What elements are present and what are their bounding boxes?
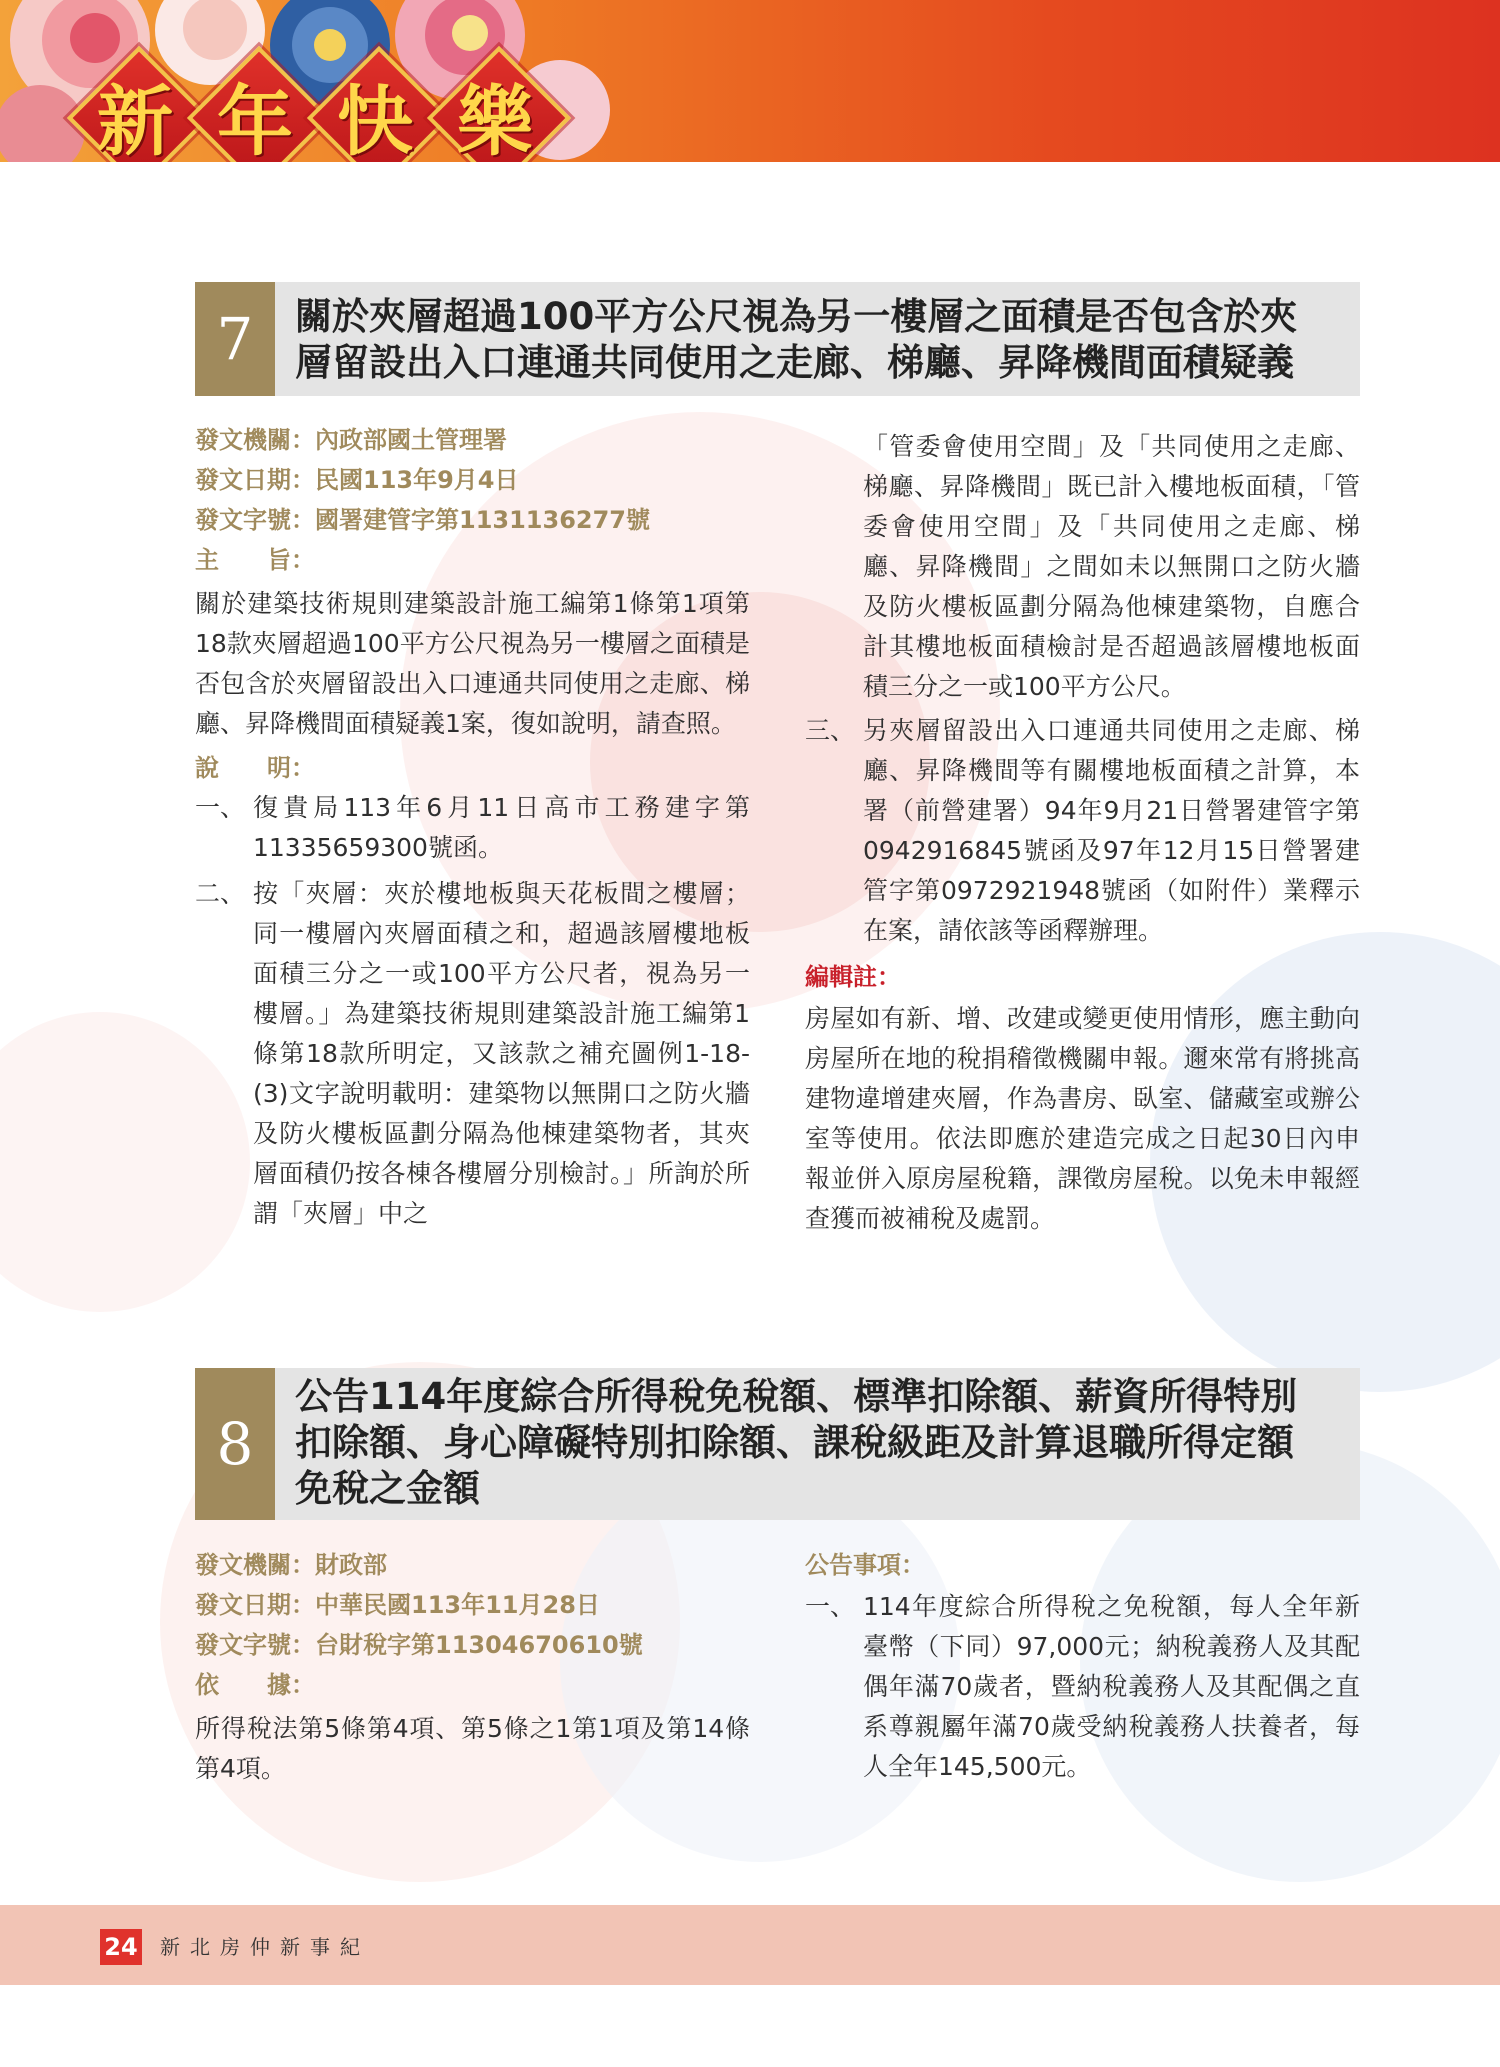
document-number: 發文字號：國署建管字第1131136277號: [195, 506, 650, 534]
section-8-title: 公告114年度綜合所得稅免稅額、標準扣除額、薪資所得特別 扣除額、身心障礙特別扣除額、課稅級距及計算退職所得定額 免稅之金額: [295, 1375, 1298, 1510]
notice-item-1: 一、 114年度綜合所得稅之免稅額，每人全年新臺幣（下同）97,000元；納稅義務人及其配偶年滿70歲者，暨納稅義務人及其配偶之直系尊親屬年滿70歲受納稅義務人扶養者，每人全年145,500元。: [805, 1592, 1360, 1781]
section-8-right-column: [805, 1545, 1360, 1787]
explanation-item-2: 二、 按「夾層：夾於樓地板與天花板間之樓層；同一樓層內夾層面積之和，超過該層樓地板面積三分之一或100平方公尺者，視為另一樓層。」為建築技術規則建築設計施工編第1條第18款所明定，又該款之補充圖例1-18-(3)文字說明載明：建築物以無開口之防火牆及防火樓板區劃分隔為他棟建築物者，其夾層面積仍按各棟各樓層分別檢討。」所詢於所謂「夾層」中之: [195, 879, 750, 1228]
editor-note-label: 編輯註：: [805, 963, 901, 991]
banner-char-4: 樂: [457, 77, 533, 162]
explanation-item-3: 三、 另夾層留設出入口連通共同使用之走廊、梯廳、昇降機間等有關樓地板面積之計算，本署（前營建署）94年9月21日營署建管字第0942916845號函及97年12月15日營署建管字第0972921948號函（如附件）業釋示在案，請依該等函釋辦理。: [805, 716, 1360, 945]
explanation-item-1: 一、 復貴局113年6月11日高市工務建字第11335659300號函。: [195, 793, 750, 862]
notice-label: 公告事項：: [805, 1551, 925, 1579]
basis-label: 依 據：: [195, 1671, 315, 1699]
issuing-agency: 發文機關：內政部國土管理署: [195, 426, 507, 454]
publication-title: 新北房仲新事紀: [160, 1935, 370, 1959]
section-7-right-column: [805, 427, 1360, 1239]
explanation-label: 說 明：: [195, 754, 315, 782]
issue-date-8: 發文日期：中華民國113年11月28日: [195, 1591, 600, 1619]
section-8-left-column: [195, 1545, 750, 1789]
banner-char-2: 年: [217, 77, 293, 162]
issue-date: 發文日期：民國113年9月4日: [195, 466, 519, 494]
section-7-title: 關於夾層超過100平方公尺視為另一樓層之面積是否包含於夾 層留設出入口連通共同使用之走廊、梯廳、昇降機間面積疑義: [295, 295, 1298, 384]
banner-char-3: 快: [337, 77, 413, 162]
section-7-number: 7: [195, 282, 275, 396]
issuing-agency-8: 發文機關：財政部: [195, 1551, 387, 1579]
section-8-number: 8: [195, 1368, 275, 1520]
page-number: 24: [100, 1929, 142, 1965]
editor-note-text: 房屋如有新、增、改建或變更使用情形，應主動向房屋所在地的稅捐稽徵機關申報。邇來常有將挑高建物違增建夾層，作為書房、臥室、儲藏室或辦公室等使用。依法即應於建造完成之日起30日內申報並併入原房屋稅籍，課徵房屋稅。以免未申報經查獲而被補稅及處罰。: [805, 1004, 1360, 1233]
section-7-left-column: [195, 420, 750, 1234]
subject-label: 主 旨：: [195, 546, 315, 574]
banner-char-1: 新: [97, 77, 173, 162]
basis-text: 所得稅法第5條第4項、第5條之1第1項及第14條第4項。: [195, 1714, 750, 1783]
section-7-header: [195, 282, 1360, 396]
subject-text: 關於建築技術規則建築設計施工編第1條第1項第18款夾層超過100平方公尺視為另一樓層之面積是否包含於夾層留設出入口連通共同使用之走廊、梯廳、昇降機間面積疑義1案，復如說明，請查照。: [195, 589, 750, 738]
section-8-header: [195, 1368, 1360, 1520]
document-number-8: 發文字號：台財稅字第11304670610號: [195, 1631, 643, 1659]
explanation-item-2-continued: 「管委會使用空間」及「共同使用之走廊、梯廳、昇降機間」既已計入樓地板面積，「管委會使用空間」及「共同使用之走廊、梯廳、昇降機間」之間如未以無開口之防火牆及防火樓板區劃分隔為他棟建築物，自應合計其樓地板面積檢討是否超過該層樓地板面積三分之一或100平方公尺。: [863, 432, 1360, 701]
